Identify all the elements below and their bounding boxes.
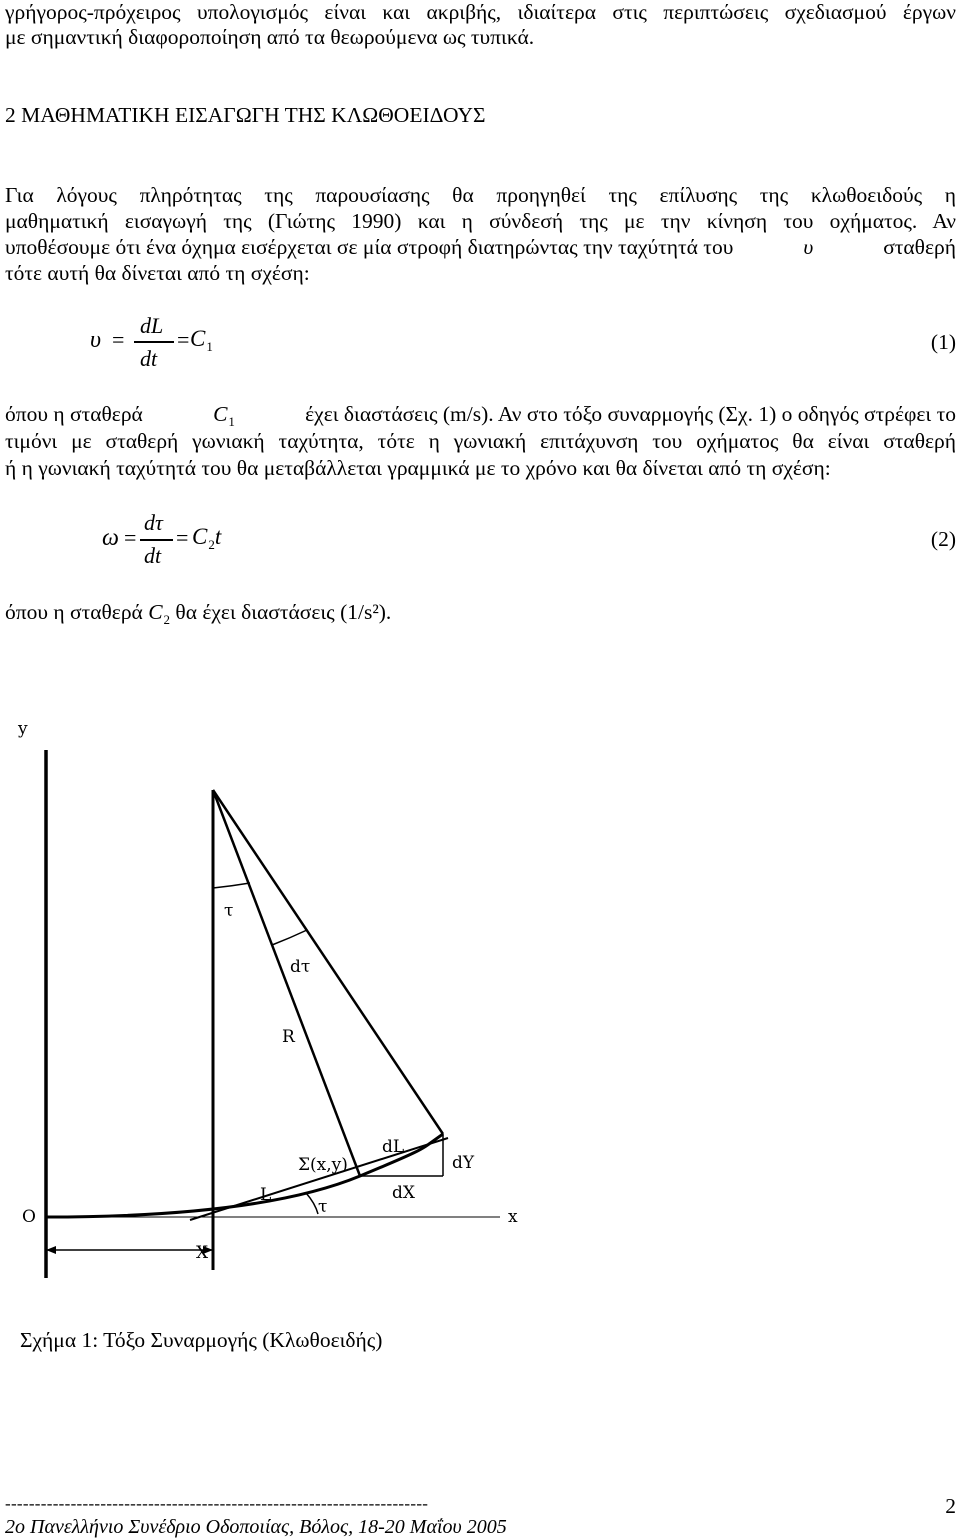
- figure-caption: Σχήμα 1: Τόξο Συναρμογής (Κλωθοειδής): [20, 1328, 383, 1352]
- velocity-symbol: υ: [803, 235, 814, 259]
- tau-label: τ: [224, 901, 234, 921]
- c2-subscript: 2: [163, 612, 171, 627]
- radius-line: [213, 790, 360, 1176]
- eq1-equals-2: =: [177, 327, 190, 352]
- eq2-numerator: dτ: [144, 510, 163, 535]
- eq2-lhs: ω: [102, 525, 119, 551]
- para2-line-3: ή η γωνιακή ταχύτητά του θα μεταβάλλεται γραμμικά με το χρόνο και θα δίνεται από τη σχέση:: [5, 456, 831, 480]
- para1-line-3-end: σταθερή: [883, 235, 956, 259]
- eq1-equals-1: =: [112, 327, 125, 352]
- dl-label: dL: [382, 1137, 405, 1157]
- para1-line-2: μαθηματική εισαγωγή της (Γιώτης 1990) και η σύνδεσή της με την κίνηση του οχήματος. Αν: [5, 209, 956, 233]
- y-axis-label: y: [18, 719, 28, 739]
- eq2-fraction-bar: [140, 539, 173, 541]
- origin-label: O: [22, 1207, 36, 1227]
- second-radius-line: [213, 790, 443, 1134]
- c1-symbol: C: [213, 402, 228, 426]
- c2-symbol: C: [148, 600, 163, 624]
- x-dimension-label: X: [196, 1243, 209, 1263]
- para2-line-1-end: έχει διαστάσεις (m/s). Αν στο τόξο συναρμογής (Σχ. 1) ο οδηγός στρέφει το: [305, 402, 956, 426]
- para3-end: θα έχει διαστάσεις (1/s²).: [175, 600, 392, 624]
- para3: [5, 600, 956, 625]
- clothoid-figure: [0, 700, 560, 1300]
- eq2-equals-2: =: [176, 525, 189, 550]
- para1-line-3-start: υποθέσουμε ότι ένα όχημα εισέρχεται σε μία στροφή διατηρώντας την ταχύτητά του: [5, 235, 734, 259]
- eq1-rhs: [190, 326, 213, 352]
- x-axis-label: x: [508, 1207, 518, 1227]
- para1-line-3: [5, 235, 956, 260]
- eq1-fraction-bar: [134, 341, 174, 343]
- dtau-angle-arc: [272, 930, 307, 945]
- page-number: 2: [945, 1494, 956, 1518]
- eq2-rhs-subscript: 2: [208, 537, 215, 552]
- dtau-label: dτ: [290, 957, 311, 977]
- para2-line-1: [5, 402, 956, 427]
- eq1-number: (1): [930, 330, 956, 354]
- eq2-denominator: dt: [144, 543, 162, 568]
- para1-line-4: τότε αυτή θα δίνεται από τη σχέση:: [5, 261, 310, 285]
- r-label: R: [282, 1027, 295, 1047]
- intro-line-1: γρήγορος-πρόχειρος υπολογισμός είναι και ακριβής, ιδιαίτερα στις περιπτώσεις σχεδιασμού έργων: [5, 0, 956, 24]
- tau-angle-arc: [213, 883, 250, 888]
- footer-rule: -----------------------------------------------------------------------: [5, 1494, 429, 1513]
- para1-line-1: Για λόγους πληρότητας της παρουσίασης θα προηγηθεί της επίλυσης της κλωθοειδούς η: [5, 183, 956, 207]
- c1-subscript: 1: [228, 414, 235, 429]
- eq2-number: (2): [930, 527, 956, 551]
- dx-label: dX: [392, 1183, 415, 1203]
- eq2-rhs: [192, 524, 221, 550]
- sigma-label: Σ(x,y): [298, 1155, 348, 1175]
- l-label: L: [260, 1185, 272, 1205]
- eq2-rhs-t: t: [214, 524, 222, 549]
- para2-line-2: τιμόνι με σταθερή γωνιακή ταχύτητα, τότε η γωνιακή επιτάχυνση του οχήματος θα είναι σταθερή: [5, 429, 956, 453]
- eq1-rhs-subscript: 1: [206, 339, 213, 354]
- eq2-rhs-symbol: C: [192, 524, 208, 549]
- section-heading: 2 ΜΑΘΗΜΑΤΙΚΗ ΕΙΣΑΓΩΓΗ ΤΗΣ ΚΛΩΘΟΕΙΔΟΥΣ: [5, 103, 486, 127]
- intro-line-2: με σημαντική διαφοροποίηση από τα θεωρούμενα ως τυπικά.: [5, 25, 535, 49]
- eq1-denominator: dt: [140, 346, 158, 371]
- para2-line-1-start: όπου η σταθερά: [5, 402, 143, 426]
- eq1-numerator: dL: [140, 313, 164, 338]
- tau-bottom-angle-arc: [306, 1193, 318, 1214]
- tau-bottom-label: τ: [318, 1197, 328, 1217]
- constant-c2: [148, 600, 171, 627]
- dy-label: dY: [452, 1153, 475, 1173]
- eq2-equals-1: =: [124, 525, 137, 550]
- eq1-lhs: υ: [90, 327, 102, 353]
- footer-text: 2ο Πανελλήνιο Συνέδριο Οδοποιίας, Βόλος, 18-20 Μαΐου 2005: [5, 1516, 507, 1538]
- para3-start: όπου η σταθερά: [5, 600, 143, 624]
- eq1-rhs-symbol: C: [190, 326, 206, 351]
- constant-c1: [213, 402, 235, 427]
